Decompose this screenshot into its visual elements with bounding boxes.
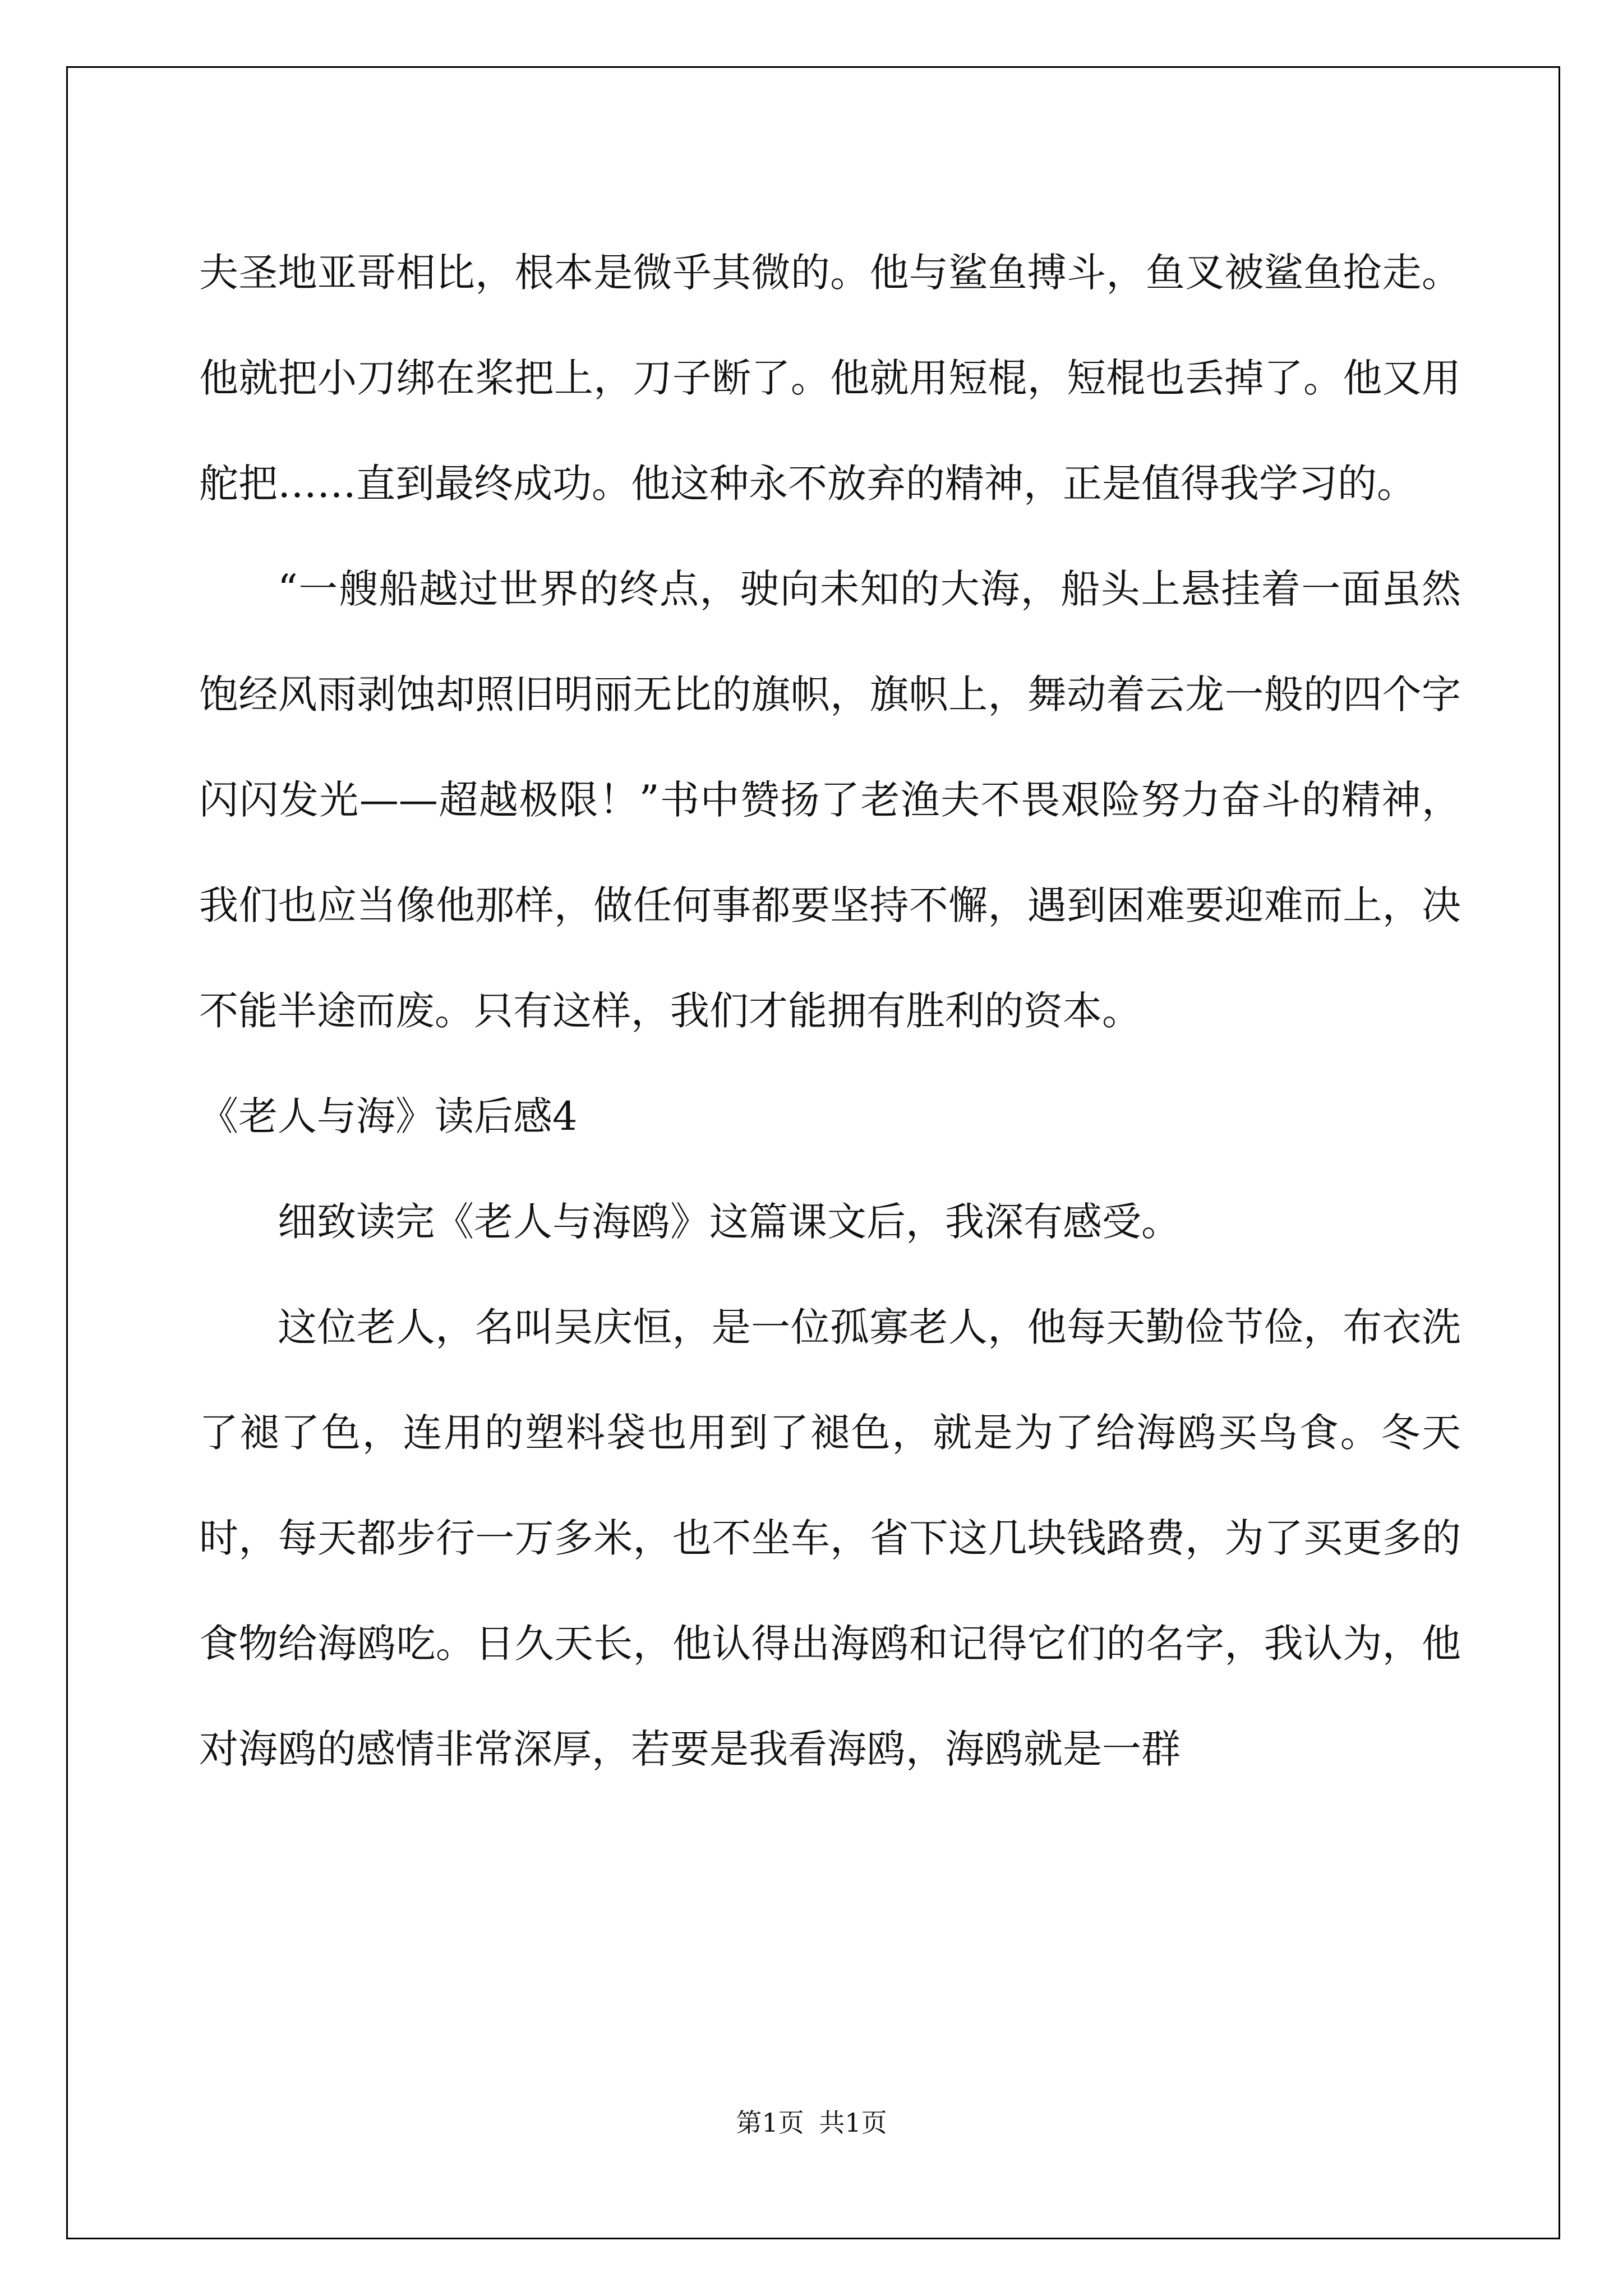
page-footer <box>0 2102 1623 2139</box>
page-number: 第1页 <box>736 2108 804 2138</box>
paragraph-4: 这位老人，名叫吴庆恒，是一位孤寡老人，他每天勤俭节俭，布衣洗了褪了色，连用的塑料袋也用到了褪色，就是为了给海鸥买鸟食。冬天时，每天都步行一万多米，也不坐车，省下这几块钱路费，为了买更多的食物给海鸥吃。日久天长，他认得出海鸥和记得它们的名字，我认为，他对海鸥的感情非常深厚，若要是我看海鸥，海鸥就是一群 <box>199 1304 1461 1772</box>
page-total: 共1页 <box>819 2108 887 2138</box>
paragraph-1: 夫圣地亚哥相比，根本是微乎其微的。他与鲨鱼搏斗，鱼叉被鲨鱼抢走。他就把小刀绑在桨把上，刀子断了。他就用短棍，短棍也丢掉了。他又用舵把……直到最终成功。他这种永不放弃的精神，正是值得我学习的。 <box>199 250 1461 507</box>
paragraph-3: 细致读完《老人与海鸥》这篇课文后，我深有感受。 <box>278 1199 1181 1245</box>
section-heading: 《老人与海》读后感4 <box>199 1093 578 1139</box>
paragraph-2: “一艘船越过世界的终点，驶向未知的大海，船头上悬挂着一面虽然饱经风雨剥蚀却照旧明丽无比的旗帜，旗帜上，舞动着云龙一般的四个字闪闪发光——超越极限！”书中赞扬了老渔夫不畏艰险努力奋斗的精神，我们也应当像他那样，做任何事都要坚持不懈，遇到困难要迎难而上，决不能半途而废。只有这样，我们才能拥有胜利的资本。 <box>199 566 1461 1034</box>
document-body <box>199 220 1461 1802</box>
